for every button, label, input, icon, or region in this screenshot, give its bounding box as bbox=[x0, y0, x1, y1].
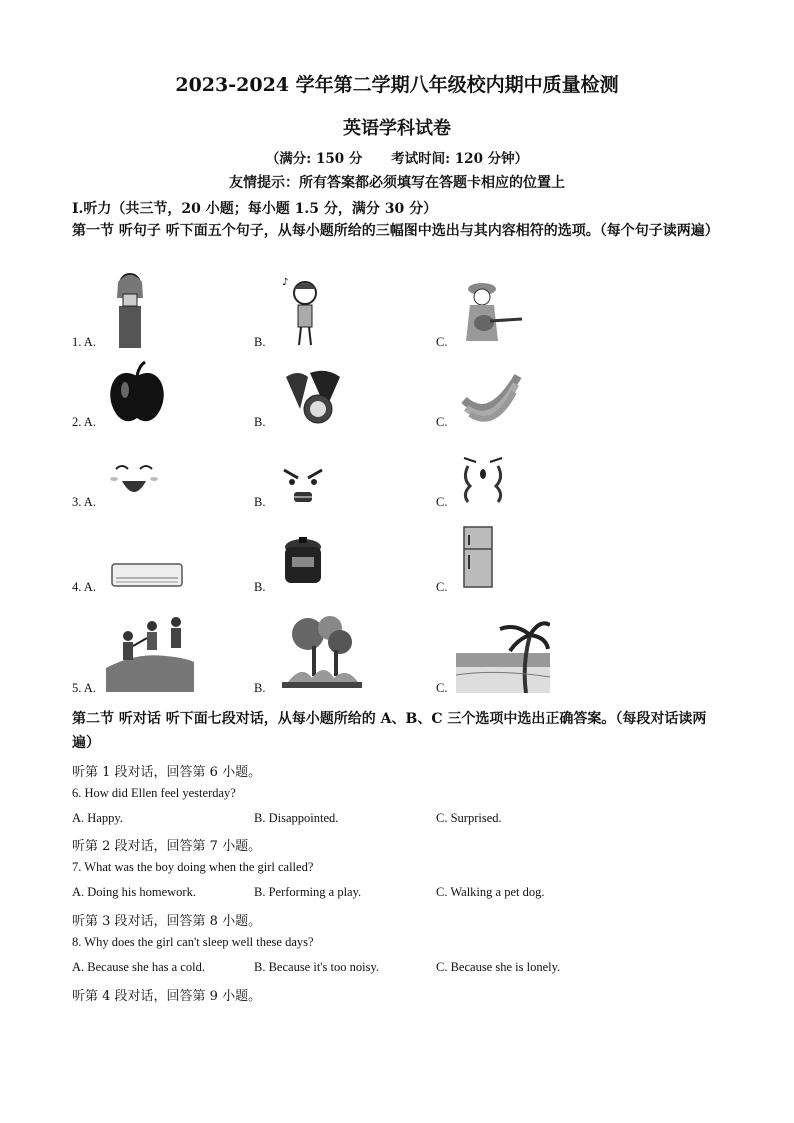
row3-b-label: B. bbox=[254, 495, 266, 509]
row1-c-label: C. bbox=[436, 335, 448, 349]
question-7: 7. What was the boy doing when the girl called? bbox=[72, 860, 314, 874]
bananas-icon bbox=[460, 370, 522, 424]
beach-palm-icon bbox=[456, 615, 550, 693]
girl-singing-icon bbox=[280, 275, 330, 347]
fridge-icon bbox=[462, 525, 494, 589]
row4-b-label: B. bbox=[254, 580, 266, 594]
q6-option-a: A. Happy. bbox=[72, 811, 123, 825]
q7-option-a: A. Doing his homework. bbox=[72, 885, 196, 899]
exam-time: 考试时间: 120 分钟） bbox=[391, 151, 529, 167]
row5-c-label: C. bbox=[436, 681, 448, 695]
question-8: 8. Why does the girl can't sleep well these days? bbox=[72, 935, 314, 949]
svg-text:♪: ♪ bbox=[282, 277, 289, 288]
hikers-icon bbox=[106, 612, 194, 692]
row2-c-label: C. bbox=[436, 415, 448, 429]
dialog1-instruction: 听第 1 段对话，回答第 6 小题。 bbox=[72, 765, 262, 780]
full-score: （满分: 150 分 bbox=[265, 151, 363, 167]
row4-a-label: 4. A. bbox=[72, 580, 96, 594]
forest-fire-icon bbox=[282, 612, 362, 692]
exam-title: 2023-2024 学年第二学期八年级校内期中质量检测 bbox=[175, 74, 619, 96]
friendly-tip: 友情提示：所有答案都必须填写在答题卡相应的位置上 bbox=[229, 175, 565, 191]
section1-heading: 第一节 听句子 听下面五个句子，从每小题所给的三幅图中选出与其内容相符的选项。（每个句子读两遍） bbox=[72, 223, 719, 239]
crying-face-icon bbox=[458, 450, 508, 504]
air-conditioner-icon bbox=[110, 562, 184, 588]
q8-option-a: A. Because she has a cold. bbox=[72, 960, 205, 974]
row3-c-label: C. bbox=[436, 495, 448, 509]
q6-option-b: B. Disappointed. bbox=[254, 811, 339, 825]
row2-b-label: B. bbox=[254, 415, 266, 429]
row1-a-label: 1. A. bbox=[72, 335, 96, 349]
part1-heading: I.听力（共三节，20 小题；每小题 1.5 分，满分 30 分） bbox=[72, 201, 438, 217]
row5-a-label: 5. A. bbox=[72, 681, 96, 695]
dialog3-instruction: 听第 3 段对话，回答第 8 小题。 bbox=[72, 914, 262, 929]
q7-option-c: C. Walking a pet dog. bbox=[436, 885, 545, 899]
strawberries-icon bbox=[280, 365, 344, 425]
apple-icon bbox=[105, 360, 169, 426]
girl-on-stage-icon bbox=[105, 270, 155, 348]
row4-c-label: C. bbox=[436, 580, 448, 594]
laughing-face-icon bbox=[108, 455, 160, 505]
q6-option-c: C. Surprised. bbox=[436, 811, 502, 825]
row3-a-label: 3. A. bbox=[72, 495, 96, 509]
row1-b-label: B. bbox=[254, 335, 266, 349]
row5-b-label: B. bbox=[254, 681, 266, 695]
score-time-line bbox=[0, 147, 794, 167]
dialog4-instruction: 听第 4 段对话，回答第 9 小题。 bbox=[72, 989, 262, 1004]
row2-a-label: 2. A. bbox=[72, 415, 96, 429]
dialog2-instruction: 听第 2 段对话，回答第 7 小题。 bbox=[72, 839, 262, 854]
question-6: 6. How did Ellen feel yesterday? bbox=[72, 786, 236, 800]
q7-option-b: B. Performing a play. bbox=[254, 885, 362, 899]
girl-guitar-icon bbox=[460, 277, 524, 345]
section2-heading: 第二节 听对话 听下面七段对话，从每小题所给的 A、B、C 三个选项中选出正确答案。（每段对话读两遍） bbox=[72, 711, 707, 751]
q8-option-b: B. Because it's too noisy. bbox=[254, 960, 380, 974]
rice-cooker-icon bbox=[280, 535, 326, 591]
q8-option-c: C. Because she is lonely. bbox=[436, 960, 561, 974]
angry-face-icon bbox=[278, 462, 328, 508]
exam-subtitle: 英语学科试卷 bbox=[343, 118, 451, 139]
